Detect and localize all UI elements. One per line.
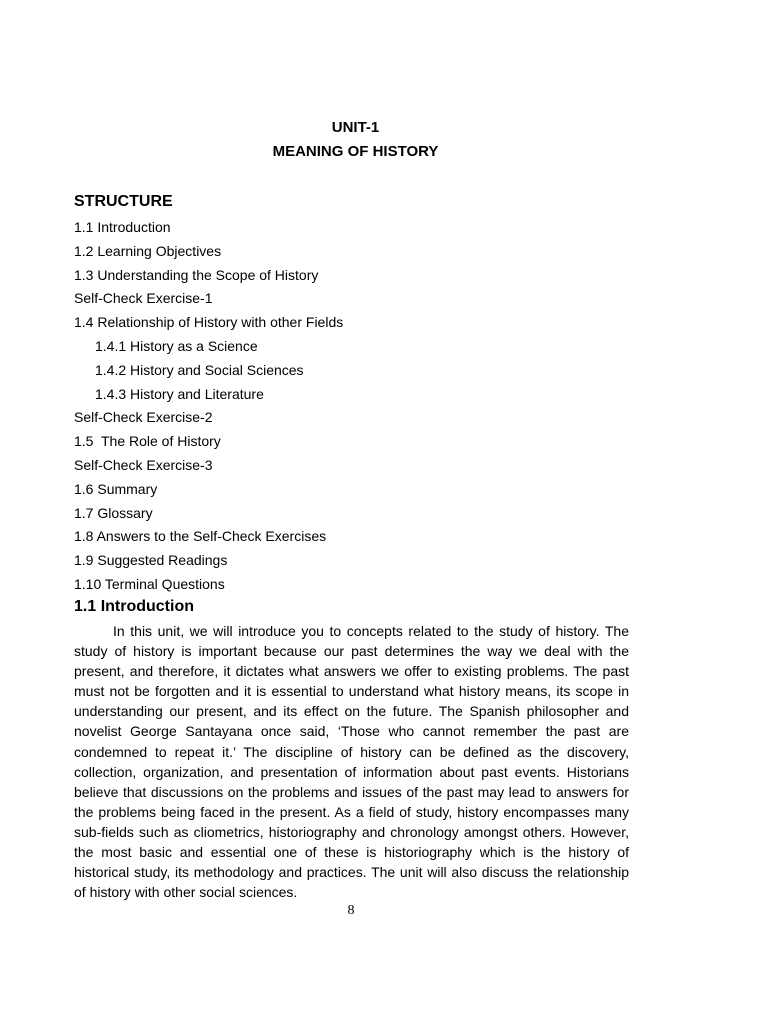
structure-subitem: 1.4.3 History and Literature — [95, 385, 264, 402]
structure-heading: STRUCTURE — [74, 193, 173, 210]
structure-item: 1.7 Glossary — [74, 504, 153, 521]
structure-list — [74, 216, 634, 597]
unit-label: UNIT-1 — [331, 119, 380, 136]
structure-item: 1.4 Relationship of History with other Fields — [74, 314, 344, 331]
structure-item: 1.6 Summary — [74, 480, 158, 497]
structure-item: 1.3 Understanding the Scope of History — [74, 266, 319, 283]
structure-item: 1.8 Answers to the Self-Check Exercises — [74, 528, 327, 545]
structure-subitem: 1.4.2 History and Social Sciences — [95, 361, 304, 378]
structure-item: 1.2 Learning Objectives — [74, 242, 222, 259]
introduction-heading: 1.1 Introduction — [74, 598, 194, 615]
structure-item: Self-Check Exercise-1 — [74, 290, 213, 307]
structure-item: 1.9 Suggested Readings — [74, 552, 228, 569]
structure-subitem: 1.4.1 History as a Science — [95, 337, 258, 354]
structure-item: 1.5 The Role of History — [74, 433, 221, 450]
page-title: MEANING OF HISTORY — [272, 143, 439, 160]
structure-item: Self-Check Exercise-3 — [74, 456, 213, 473]
structure-item: Self-Check Exercise-2 — [74, 409, 213, 426]
structure-item: 1.10 Terminal Questions — [74, 575, 225, 592]
page-number: 8 — [347, 903, 355, 918]
introduction-paragraph: In this unit, we will introduce you to concepts related to the study of history. The study of history is important because our past determines the way we deal with the present, and therefore, it dictates what answers we offer to existing problems. The past must not be forgotten and it is essential to understand what history means, its scope in understanding our present, and its effect on the future. The Spanish philosopher and novelist George Santayana once said, ‘Those who cannot remember the past are condemned to repeat it.’ The discipline of history can be defined as the discovery, collection, organization, and presentation of information about past events. Historians believe that discussions on the problems and issues of the past may lead to answers for the problems being faced in the present. As a field of study, history encompasses many sub-fields such as cliometrics, historiography and chronology amongst others. However, the most basic and essential one of these is historiography which is the history of historical study, its methodology and practices. The unit will also discuss the relationship of history with other social sciences. — [74, 623, 629, 901]
structure-item: 1.1 Introduction — [74, 219, 171, 235]
